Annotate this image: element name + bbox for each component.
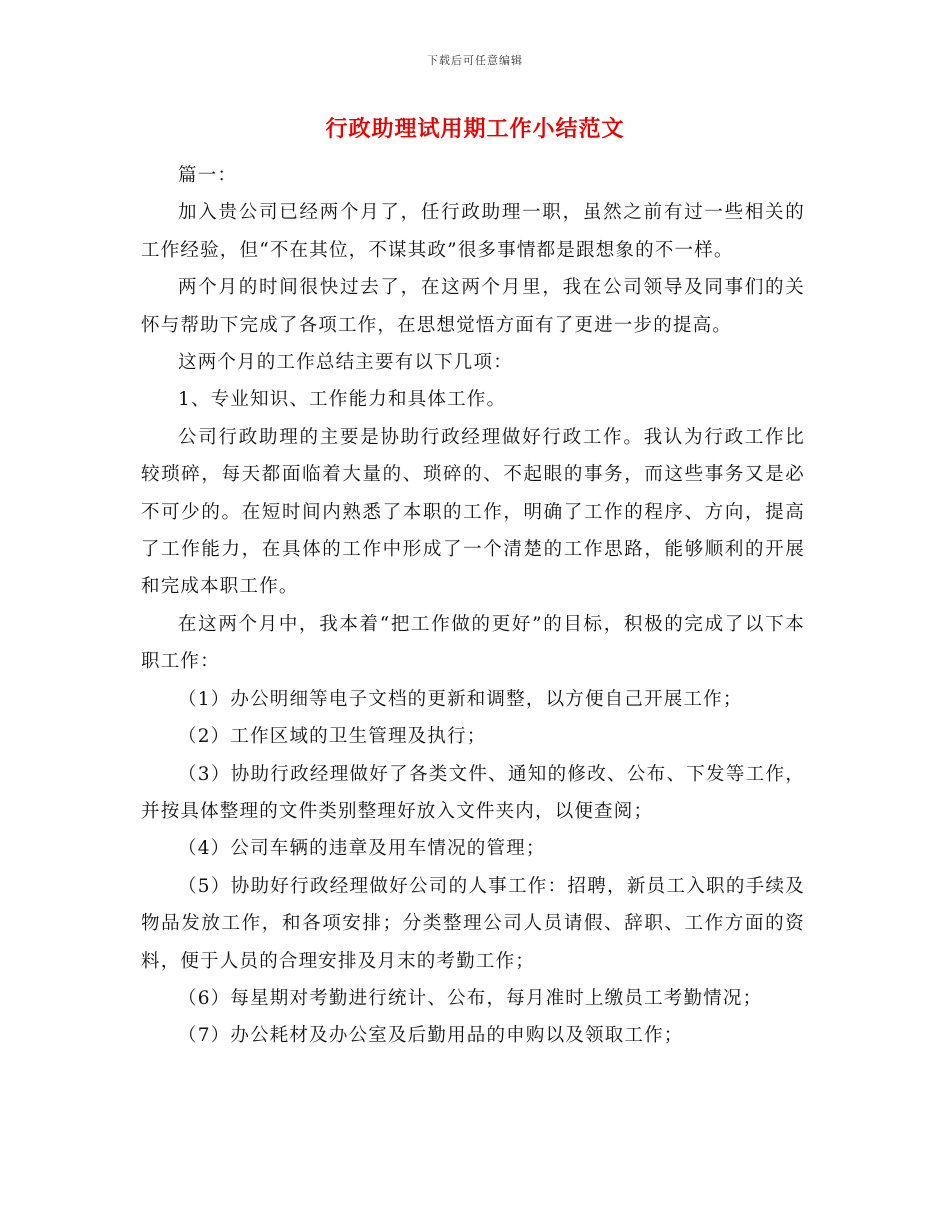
paragraph: 1、专业知识、工作能力和具体工作。 <box>178 389 507 411</box>
paragraph: 公司行政助理的主要是协助行政经理做好行政工作。我认为行政工作比较琐碎，每天都面临着大量的、琐碎的、不起眼的事务，而这些事务又是必不可少的。在短时间内熟悉了本职的工作，明确了工作的程序、方向，提高了工作能力，在具体的工作中形成了一个清楚的工作思路，能够顺利的开展和完成本职工作。 <box>141 426 805 598</box>
list-item: （1）办公明细等电子文档的更新和调整，以方便自己开展工作； <box>178 688 743 710</box>
list-item: （2）工作区域的卫生管理及执行； <box>178 726 487 748</box>
header-note: 下载后可任意编辑 <box>427 54 523 67</box>
paragraph: 两个月的时间很快过去了，在这两个月里，我在公司领导及同事们的关怀与帮助下完成了各项工作，在思想觉悟方面有了更进一步的提高。 <box>141 277 805 336</box>
document-body <box>141 157 805 1055</box>
paragraph: 篇一： <box>178 165 238 186</box>
paragraph: 在这两个月中，我本着“把工作做的更好”的目标，积极的完成了以下本职工作： <box>141 613 805 673</box>
list-item: （3）协助行政经理做好了各类文件、通知的修改、公布、下发等工作，并按具体整理的文件类别整理好放入文件夹内，以便查阅； <box>141 763 805 822</box>
paragraph: 加入贵公司已经两个月了，任行政助理一职，虽然之前有过一些相关的工作经验，但“不在其位，不谋其政”很多事情都是跟想象的不一样。 <box>141 202 805 261</box>
list-item: （7）办公耗材及办公室及后勤用品的申购以及领取工作； <box>178 1025 684 1047</box>
document-title: 行政助理试用期工作小结范文 <box>325 116 625 142</box>
list-item: （4）公司车辆的违章及用车情况的管理； <box>178 838 546 860</box>
list-item: （6）每星期对考勤进行统计、公布，每月准时上缴员工考勤情况； <box>178 987 763 1009</box>
list-item: （5）协助好行政经理做好公司的人事工作：招聘，新员工入职的手续及物品发放工作，和各项安排；分类整理公司人员请假、辞职、工作方面的资料，便于人员的合理安排及月末的考勤工作； <box>141 875 805 972</box>
paragraph: 这两个月的工作总结主要有以下几项： <box>178 352 513 374</box>
